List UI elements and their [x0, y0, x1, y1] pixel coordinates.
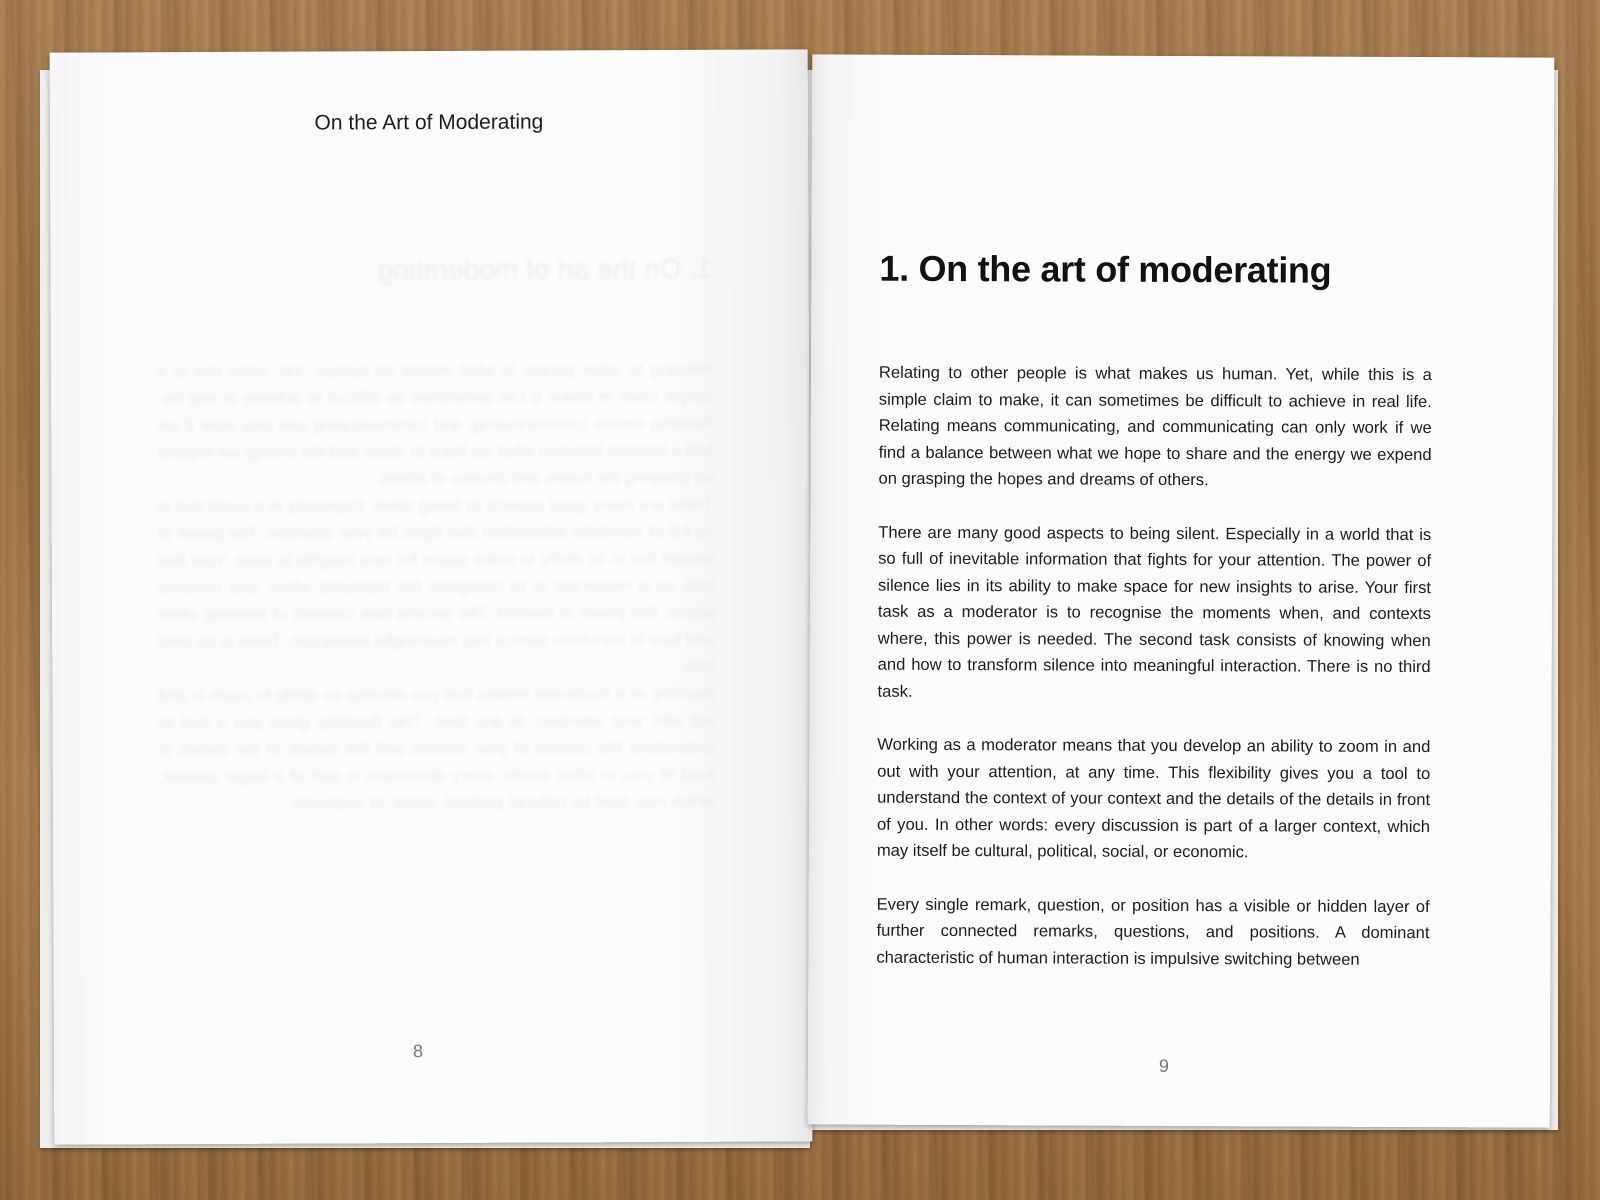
- body-text: [876, 360, 1432, 973]
- paragraph: Every single remark, question, or position has a visible or hidden layer of further connected remarks, questions, and positions. A dominant characteristic of human interaction is impulsive switching between: [876, 894, 1430, 969]
- paragraph: Relating to other people is what makes us human. Yet, while this is a simple claim to make, it can sometimes be difficult to achieve in real life. Relating means communicating, and communicating can only work if we find a balance between what we hope to share and the energy we expend on grasping the hopes and dreams of others.: [878, 362, 1432, 490]
- show-through-paragraph: Working as a moderator means that you develop an ability to zoom in and out with your attention, at any time. This flexibility gives you a tool to understand the context of your context and the details of the details in front of you. In other words: every discussion is part of a larger context, which may itself be cultural, political, social, or economic.: [158, 683, 715, 813]
- running-header: On the Art of Moderating: [314, 110, 544, 135]
- show-through-paragraph: Relating to other people is what makes us human. Yet, while this is a simple claim to make, it can sometimes be difficult to achieve in real life. Relating means communicating, and communicating can only work if we find a balance between what we hope to share and the energy we expend on grasping the hopes and dreams of others.: [156, 359, 714, 489]
- paragraph: There are many good aspects to being silent. Especially in a world that is so full of inevitable information that fights for your attention. The power of silence lies in its ability to make space for new insights to arise. Your first task as a moderator is to recognise the moments when, and contexts where, this power is needed. The second task consists of knowing when and how to transform silence into meaningful interaction. There is no third task.: [877, 522, 1432, 701]
- right-page: [808, 54, 1555, 1127]
- show-through-paragraph: There are many good aspects to being silent. Especially in a world that is so full of inevitable information that fights for your attention. The power of silence lies in its ability to make space for new insights to arise. Your first task as a moderator is to recognise the moments when, and contexts where, this power is needed. The second task consists of knowing when and how to transform silence into meaningful interaction. There is no third task.: [157, 494, 715, 676]
- page-number-left: 8: [412, 1041, 424, 1062]
- show-through-text: [156, 252, 715, 817]
- paragraph: Working as a moderator means that you develop an ability to zoom in and out with your attention, at any time. This flexibility gives you a tool to understand the context of your context and the details of the details in front of you. In other words: every discussion is part of a larger context, which may itself be cultural, political, social, or economic.: [876, 734, 1431, 862]
- page-number-right: 9: [1158, 1055, 1169, 1076]
- left-page: [50, 49, 813, 1144]
- chapter-title: 1. On the art of moderating: [879, 247, 1332, 291]
- show-through-title: 1. On the art of moderating: [377, 252, 713, 286]
